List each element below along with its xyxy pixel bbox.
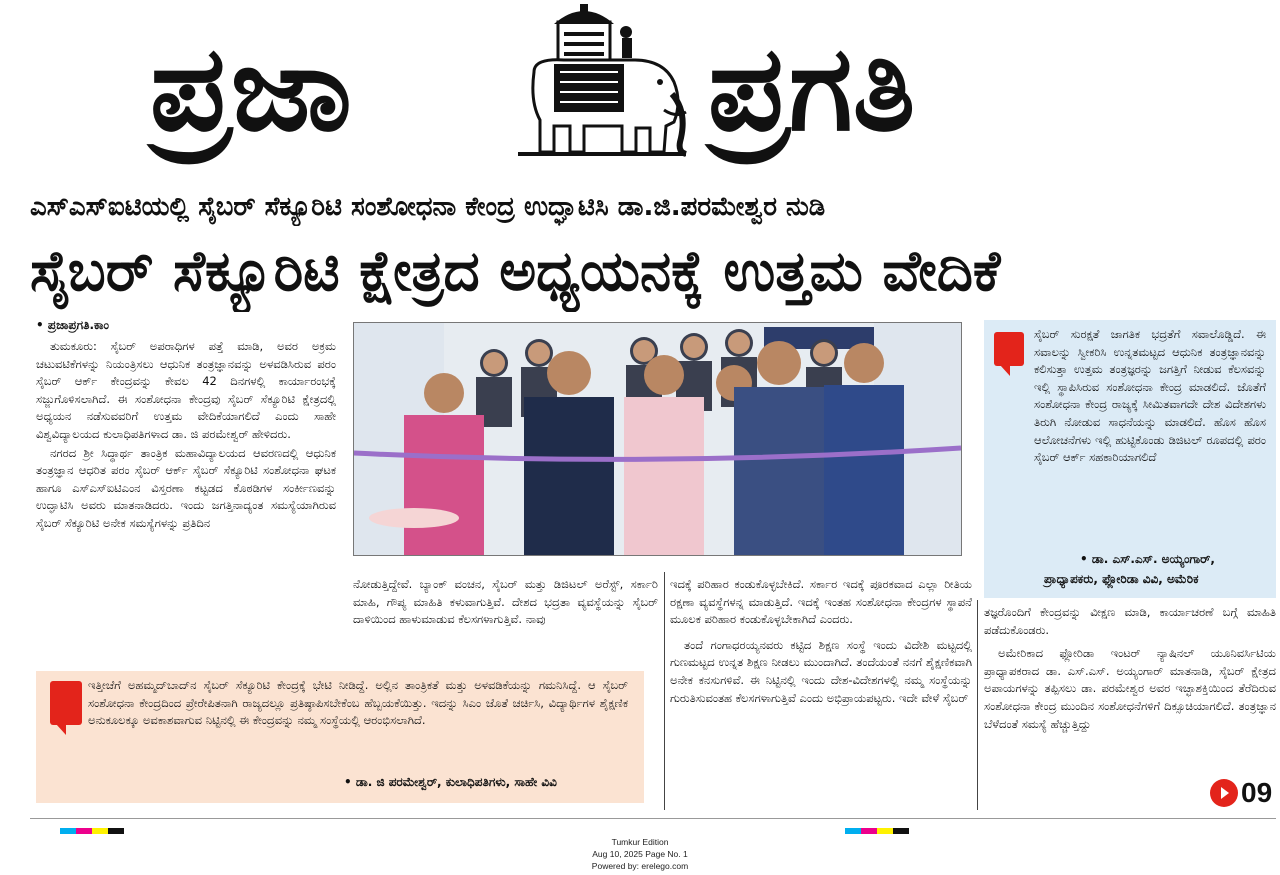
- edition-footer: [0, 836, 1280, 872]
- article-column-3: [670, 576, 972, 808]
- column-divider: [664, 572, 665, 810]
- article-paragraph: ತಜ್ಞರೊಂದಿಗೆ ಕೇಂದ್ರವನ್ನು ವೀಕ್ಷಣ ಮಾಡಿ, ಕಾರ್ಯಾಚರಣೆ ಬಗ್ಗೆ ಮಾಹಿತಿ ಪಡೆದುಕೊಂಡರು.: [984, 605, 1276, 637]
- article-paragraph: ತಂದೆ ಗಂಗಾಧರಯ್ಯನವರು ಕಟ್ಟಿದ ಶಿಕ್ಷಣ ಸಂಸ್ಥೆ ಇಂದು ವಿದೇಶಿ ಮಟ್ಟದಲ್ಲಿ ಗುಣಮಟ್ಟದ ಉನ್ನತ ಶಿಕ್ಷಣ ನೀಡಲು ಮುಂದಾಗಿದೆ. ತಂದೆಯಂತೆ ನನಗೆ ಶೈಕ್ಷಣಿಕವಾಗಿ ಅನೇಕ ಕನಸುಗಳಿವೆ. ಈ ನಿಟ್ಟಿನಲ್ಲಿ ಇಂದು ದೇಶ-ವಿದೇಶಗಳಲ್ಲಿ ನಮ್ಮ ಸಂಸ್ಥೆಯನ್ನು ಗುರುತಿಸುವಂತಹ ಕೆಲಸಗಳಾಗುತ್ತಿವೆ ಎಂದು ಅಭಿಪ್ರಾಯಪಟ್ಟರು. ಇದೇ ವೇಳೆ ಸೈಬರ್: [670, 637, 972, 705]
- inauguration-photo: [353, 322, 962, 556]
- column-divider: [977, 600, 978, 810]
- quote-signature: • ಡಾ. ಜಿ ಪರಮೇಶ್ವರ್, ಕುಲಾಧಿಪತಿಗಳು, ಸಾಹೇ ವಿವಿ: [344, 775, 557, 789]
- print-color-bar: [845, 828, 909, 834]
- article-paragraph: ನಗರದ ಶ್ರೀ ಸಿದ್ಧಾರ್ಥ ತಾಂತ್ರಿಕ ಮಹಾವಿದ್ಯಾಲಯದ ಆವರಣದಲ್ಲಿ ಆಧುನಿಕ ತಂತ್ರಜ್ಞಾನ ಆಧರಿತ ಪರಂ ಸೈಬರ್ ಆರ್ಕ್ ಸೈಬರ್ ಸೆಕ್ಯೂರಿಟಿ ಸಂಶೋಧನಾ ಘಟಕ ಹಾಗೂ ಎಸ್ಎಸ್ಐಟಿಎಂನ ವಿಸ್ತರಣಾ ಕಟ್ಟಡದ ಕೊಠಡಿಗಳ ಸಂರ್ಕೀಣವನ್ನು ಉದ್ಘಾಟಿಸಿ ಅವರು ಮಾತನಾಡಿದರು. ಇಂದು ಜಗತ್ತಿನಾದ್ಯಂತ ಸಮಸ್ಯೆಯಾಗಿರುವ ಸೈಬರ್ ಸೆಕ್ಯೂರಿಟಿ ಅನೇಕ ಸಮಸ್ಯೆಗಳನ್ನು ಪ್ರತಿದಿನ: [36, 445, 336, 530]
- article-paragraph: ಇದಕ್ಕೆ ಪರಿಹಾರ ಕಂಡುಕೊಳ್ಳಬೇಕಿದೆ. ಸರ್ಕಾರ ಇದಕ್ಕೆ ಪೂರಕವಾದ ಎಲ್ಲಾ ರೀತಿಯ ರಕ್ಷಣಾ ವ್ಯವಸ್ಥೆಗಳನ್ನ ಮಾಡುತ್ತಿದೆ. ಇದಕ್ಕೆ ಇಂತಹ ಸಂಶೋಧನಾ ಕೇಂದ್ರಗಳ ಸ್ಥಾಪನೆ ಮೂಲಕ ಪರಿಹಾರ ಕಂಡುಕೊಳ್ಳಬೇಕಾಗಿದೆ ಎಂದರು.: [670, 577, 972, 627]
- quote-mark-icon: [50, 681, 82, 725]
- page-number: 09: [1241, 777, 1273, 808]
- article-paragraph: ಅಮೇರಿಕಾದ ಫ್ಲೋರಿಡಾ ಇಂಟರ್ ನ್ಯಾಷಿನಲ್ ಯೂನಿವರ್ಸಿಟಿಯ ಪ್ರಾಧ್ಯಾಪಕರಾದ ಡಾ. ಎಸ್.ಎಸ್. ಅಯ್ಯಂಗಾರ್ ಮಾತನಾಡಿ, ಸೈಬರ್ ಕ್ಷೇತ್ರದ ಅಪಾಯಗಳನ್ನು ತಪ್ಪಿಸಲು ಡಾ. ಪರಮೇಶ್ವರ ಅವರ ಇಚ್ಛಾಶಕ್ತಿಯಿಂದ ತೆರೆದಿರುವ ಸಂಶೋಧನಾ ಕೇಂದ್ರ ಮುಂದಿನ ಸಂಶೋಧನೆಗಳಿಗೆ ದಿಕ್ಸೂಚಿಯಾಗಲಿದೆ. ತಂತ್ರಜ್ಞಾನ ಬೆಳೆದಂತೆ ಸಮಸ್ಯೆ ಹೆಚ್ಚುತ್ತಿದ್ದು: [984, 646, 1276, 731]
- article-byline: • ಪ್ರಜಾಪ್ರಗತಿ.ಕಾಂ: [36, 318, 109, 332]
- elephant-howdah-icon: [514, 2, 690, 160]
- edition-name: Tumkur Edition: [611, 837, 669, 847]
- quote-box-parameshwar: [36, 671, 644, 803]
- article-column-2: [353, 576, 658, 668]
- article-column-1: [36, 338, 336, 666]
- article-paragraph: ತುಮಕೂರು: ಸೈಬರ್ ಅಪರಾಧಿಗಳ ಪತ್ತೆ ಮಾಡಿ, ಅವರ ಅಕ್ರಮ ಚಟುವಟಿಕೆಗಳನ್ನು ನಿಯಂತ್ರಿಸಲು ಆಧುನಿಕ ತಂತ್ರಜ್ಞಾನವನ್ನು ಅಳವಡಿಸಿರುವ ಪರಂ ಸೈಬರ್ ಆರ್ಕ್ ಕೇಂದ್ರವನ್ನು ಕೇವಲ 42 ದಿನಗಳಲ್ಲಿ ಕಾರ್ಯಾರಂಭಕ್ಕೆ ಸಜ್ಜುಗೊಳಿಸಲಾಗಿದೆ. ಈ ಸಂಶೋಧನಾ ಕೇಂದ್ರವು ಸೈಬರ್ ಸೆಕ್ಯೂರಿಟಿ ಕ್ಷೇತ್ರದಲ್ಲಿ ಅಧ್ಯಯನ ನಡೆಸುವವರಿಗೆ ಉತ್ತಮ ವೇದಿಕೆಯಾಗಲಿದೆ ಎಂದು ಸಾಹೇ ವಿಶ್ವವಿದ್ಯಾಲಯದ ಕುಲಾಧಿಪತಿಗಳಾದ ಡಾ. ಜಿ ಪರಮೇಶ್ವರ್ ಹೇಳಿದರು.: [36, 339, 336, 441]
- quote-body: ಸೈಬರ್ ಸುರಕ್ಷತೆ ಜಾಗತಿಕ ಭದ್ರತೆಗೆ ಸವಾಲೊಡ್ಡಿದೆ. ಈ ಸವಾಲನ್ನು ಸ್ವೀಕರಿಸಿ ಉನ್ನತಮಟ್ಟದ ಆಧುನಿಕ ತಂತ್ರಜ್ಞಾನವನ್ನು ಕಲಿಸುತ್ತಾ ಉತ್ತಮ ತಂತ್ರಜ್ಞರನ್ನು ಜಗತ್ತಿಗೆ ನೀಡುವ ಕೆಲಸವನ್ನು ಇಲ್ಲಿ ಸ್ಥಾಪಿಸಿರುವ ಸಂಶೋಧನಾ ಕೇಂದ್ರ ಮಾಡಲಿದೆ. ಜೊತೆಗೆ ಸಂಶೋಧನಾ ಕೇಂದ್ರ ರಾಜ್ಯಕ್ಕೆ ಸೀಮಿತವಾಗದೇ ದೇಶ ವಿದೇಶಗಳು ತಿರುಗಿ ನೋಡುವ ಸಾಧನೆಯನ್ನು ಮಾಡಲಿದೆ. ಹೊಸ ಹೊಸ ಆಲೋಚನೆಗಳು ಇಲ್ಲಿ ಹುಟ್ಟಿಕೊಂಡು ಡಿಜಿಟಲ್ ರೂಪದಲ್ಲಿ ಪರಂ ಸೈಬರ್ ಆರ್ಕ್ ಸಹಕಾರಿಯಾಗಲಿದೆ: [1034, 327, 1266, 465]
- bottom-rule: [30, 818, 1276, 819]
- quote-text: [994, 326, 1266, 548]
- quote-signature-title: ಪ್ರಾಧ್ಯಾಪಕರು, ಫ್ಲೋರಿಡಾ ವಿವಿ, ಅಮೆರಿಕ: [1044, 572, 1199, 586]
- quote-box-iyengar: [984, 320, 1276, 598]
- quote-signature-name: • ಡಾ. ಎಸ್.ಎಸ್. ಅಯ್ಯಂಗಾರ್,: [1080, 552, 1215, 566]
- edition-date: Aug 10, 2025 Page No. 1: [592, 849, 688, 859]
- page-number-badge: [1210, 776, 1272, 810]
- print-color-bar: [60, 828, 124, 834]
- powered-by[interactable]: Powered by: erelego.com: [591, 861, 689, 871]
- quote-body: ಇತ್ತೀಚೆಗೆ ಅಹಮ್ಮದ್‌ಬಾದ್‌ನ ಸೈಬರ್ ಸೆಕ್ಯೂರಿಟಿ ಕೇಂದ್ರಕ್ಕೆ ಭೇಟಿ ನೀಡಿದ್ದೆ. ಅಲ್ಲಿನ ತಾಂತ್ರಿಕತೆ ಮತ್ತು ಅಳವಡಿಕೆಯನ್ನು ಗಮನಿಸಿದ್ದೆ. ಆ ಸೈಬರ್ ಸಂಶೋಧನಾ ಕೇಂದ್ರದಿಂದ ಪ್ರೇರೇಪಿತನಾಗಿ ರಾಜ್ಯದಲ್ಲೂ ಪ್ರತಿಷ್ಠಾಪಿಸಬೇಕೆಂಬ ಹೆಬ್ಬಯಕೆಯಿತ್ತು. ಇದನ್ನು ಸಿಎಂ ಜೊತೆ ಚರ್ಚಿಸಿ, ವಿದ್ಯಾರ್ಥಿಗಳ ಶೈಕ್ಷಣಿಕ ಅನುಕೂಲಕ್ಕೂ ಅವಕಾಶವಾಗುವ ನಿಟ್ಟಿನಲ್ಲಿ ಈ ಕೇಂದ್ರವನ್ನು ನಮ್ಮ ಸಂಸ್ಥೆಯಲ್ಲಿ ಆರಂಭಿಸಲಾಗಿದೆ.: [88, 678, 628, 728]
- article-headline: ಸೈಬರ್ ಸೆಕ್ಯೂರಿಟಿ ಕ್ಷೇತ್ರದ ಅಧ್ಯಯನಕ್ಕೆ ಉತ್ತಮ ವೇದಿಕೆ: [30, 239, 1001, 304]
- article-column-4: [984, 604, 1276, 776]
- article-kicker: ಎಸ್ಎಸ್ಐಟಿಯಲ್ಲಿ ಸೈಬರ್ ಸೆಕ್ಯೂರಿಟಿ ಸಂಶೋಧನಾ ಕೇಂದ್ರ ಉದ್ಘಾಟಿಸಿ ಡಾ.ಜಿ.ಪರಮೇಶ್ವರ ನುಡಿ: [30, 192, 826, 222]
- arrow-right-icon: [1210, 779, 1238, 807]
- article-paragraph: ನೋಡುತ್ತಿದ್ದೇವೆ. ಬ್ಯಾಂಕ್ ವಂಚನ, ಸೈಬರ್ ಮತ್ತು ಡಿಜಿಟಲ್ ಅರೆಸ್ಟ್, ಸರ್ಕಾರಿ ಮಾಹಿ, ಗೌಪ್ಯ ಮಾಹಿತಿ ಕಳುವಾಗುತ್ತಿವೆ. ದೇಶದ ಭದ್ರತಾ ವ್ಯವಸ್ಥೆಯನ್ನು ಸೈಬರ್ ದಾಳಿಯಿಂದ ಹಾಳುಮಾಡುವ ಕೆಲಸಗಳಾಗುತ್ತಿವೆ. ನಾವು: [353, 577, 658, 627]
- masthead-title-right: ಪ್ರಗತಿ: [708, 19, 916, 157]
- masthead-title-left: ಪ್ರಜಾ: [150, 19, 352, 157]
